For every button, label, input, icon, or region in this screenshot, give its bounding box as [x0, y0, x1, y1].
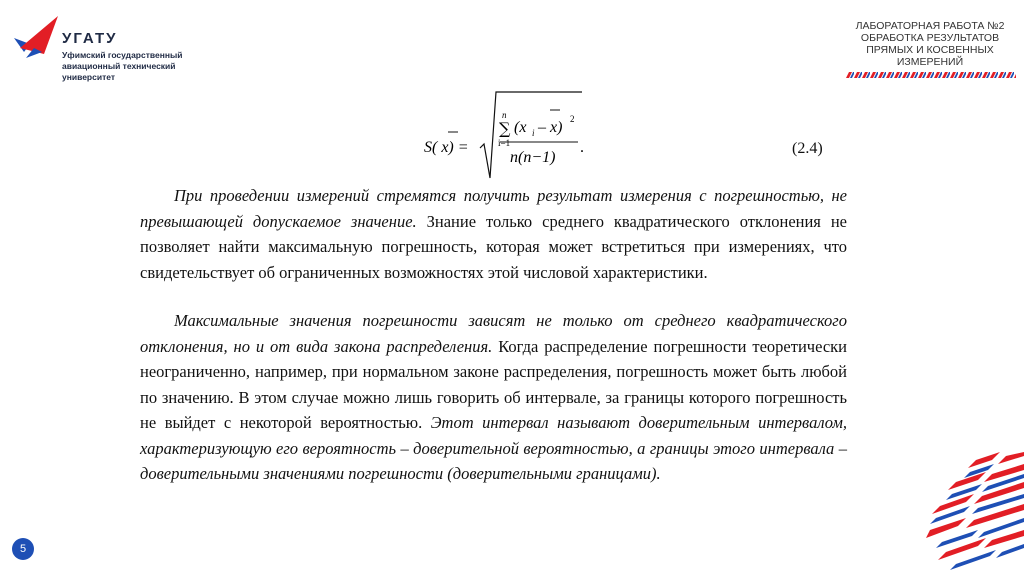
paragraph-2-text: Когда распределение погрешности теоретически неограниченно, например, при нормальном законе распределения, погрешность может быть любой по значению. В этом случае можно лишь говорить об интервале, за границы которого погрешность не выйдет с некоторой вероятностью. — [140, 336, 847, 432]
paragraph-2-italic-b: Этот интервал называют доверительным интервалом, характеризующую его вероятность – доверительной вероятностью, а границы этого интервала – доверительными значениями погрешности (доверительными границами). — [140, 413, 847, 483]
university-full-name: Уфимский государственный авиационный технический университет — [62, 50, 183, 82]
sum-lower-limit: i=1 — [498, 138, 511, 148]
formula-lhs: S( x) = — [424, 139, 469, 156]
denominator: n(n−1) — [510, 149, 556, 166]
numerator-right: – x) — [538, 119, 563, 136]
page-number-badge: 5 — [12, 538, 34, 560]
lab-title: ЛАБОРАТОРНАЯ РАБОТА №2 ОБРАБОТКА РЕЗУЛЬТАТОВ ПРЯМЫХ И КОСВЕННЫХ ИЗМЕРЕНИЙ — [855, 20, 1005, 68]
formula-2-4 — [420, 90, 620, 180]
corner-stripe-decoration — [926, 452, 1024, 574]
numerator-exponent: 2 — [570, 114, 575, 124]
paragraph-1 — [140, 183, 847, 285]
paragraph-1-text: Знание только среднего квадратического отклонения не позволяет найти максимальную погрешность, которая может встретиться при измерениях, что свидетельствует об ограниченных возможностях этой числовой характеристики. — [140, 211, 848, 282]
sum-sign: ∑ — [499, 119, 511, 138]
university-name: УГАТУ — [62, 30, 118, 47]
numerator-subscript: i — [532, 128, 535, 138]
paragraph-1-italic: При проведении измерений стремятся получить результат измерения с погрешностью, не превышающей допускаемое значение. — [140, 186, 847, 231]
formula-trailing-dot: . — [580, 139, 584, 156]
paragraph-2-italic-a: Максимальные значения погрешности зависят не только от среднего квадратического отклонения, но и от вида закона распределения. — [140, 311, 847, 356]
paragraph-2 — [140, 308, 847, 487]
equation-number: (2.4) — [792, 140, 823, 157]
sum-upper-limit: n — [502, 110, 507, 120]
numerator-left: (x — [514, 119, 527, 136]
ugatu-logo-icon — [12, 14, 60, 60]
header-stripe-divider — [846, 72, 1016, 78]
